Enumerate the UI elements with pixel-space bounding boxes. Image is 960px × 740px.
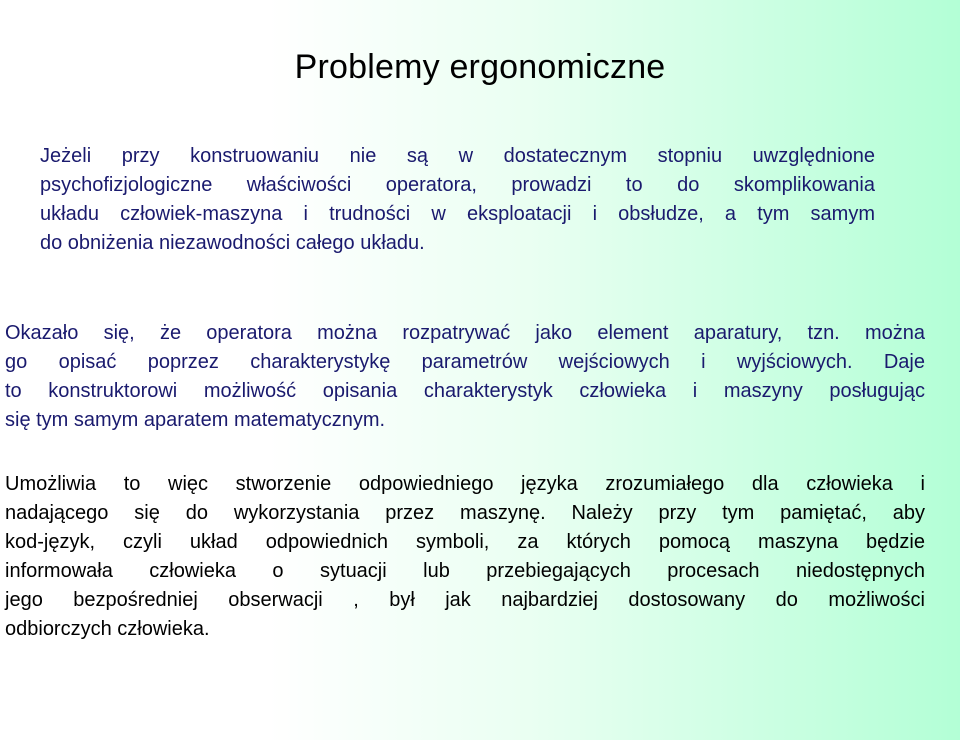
paragraph-3-line: odbiorczych człowieka.	[5, 618, 210, 640]
paragraph-3-line: kod-język, czyli układ odpowiednich symboli, za których pomocą maszyna będzie	[5, 531, 925, 553]
paragraph-3	[5, 470, 925, 644]
paragraph-1-line: Jeżeli przy konstruowaniu nie są w dostatecznym stopniu uwzględnione	[40, 145, 875, 167]
paragraph-3-line: informowała człowieka o sytuacji lub przebiegających procesach niedostępnych	[5, 560, 925, 582]
paragraph-3-line: Umożliwia to więc stworzenie odpowiedniego języka zrozumiałego dla człowieka i	[5, 473, 925, 495]
paragraph-2-line: Okazało się, że operatora można rozpatrywać jako element aparatury, tzn. można	[5, 322, 925, 344]
paragraph-3-line: jego bezpośredniej obserwacji , był jak najbardziej dostosowany do możliwości	[5, 589, 925, 611]
paragraph-2	[5, 319, 925, 435]
paragraph-1	[40, 142, 875, 258]
paragraph-1-line: do obniżenia niezawodności całego układu.	[40, 232, 425, 254]
paragraph-2-line: go opisać poprzez charakterystykę parametrów wejściowych i wyjściowych. Daje	[5, 351, 925, 373]
paragraph-3-line: nadającego się do wykorzystania przez maszynę. Należy przy tym pamiętać, aby	[5, 502, 925, 524]
paragraph-1-line: psychofizjologiczne właściwości operatora, prowadzi to do skomplikowania	[40, 174, 875, 196]
paragraph-2-line: się tym samym aparatem matematycznym.	[5, 409, 386, 431]
paragraph-2-line: to konstruktorowi możliwość opisania charakterystyk człowieka i maszyny posługując	[5, 380, 925, 402]
slide-title: Problemy ergonomiczne	[294, 48, 666, 86]
paragraph-1-line: układu człowiek-maszyna i trudności w eksploatacji i obsłudze, a tym samym	[40, 203, 875, 225]
